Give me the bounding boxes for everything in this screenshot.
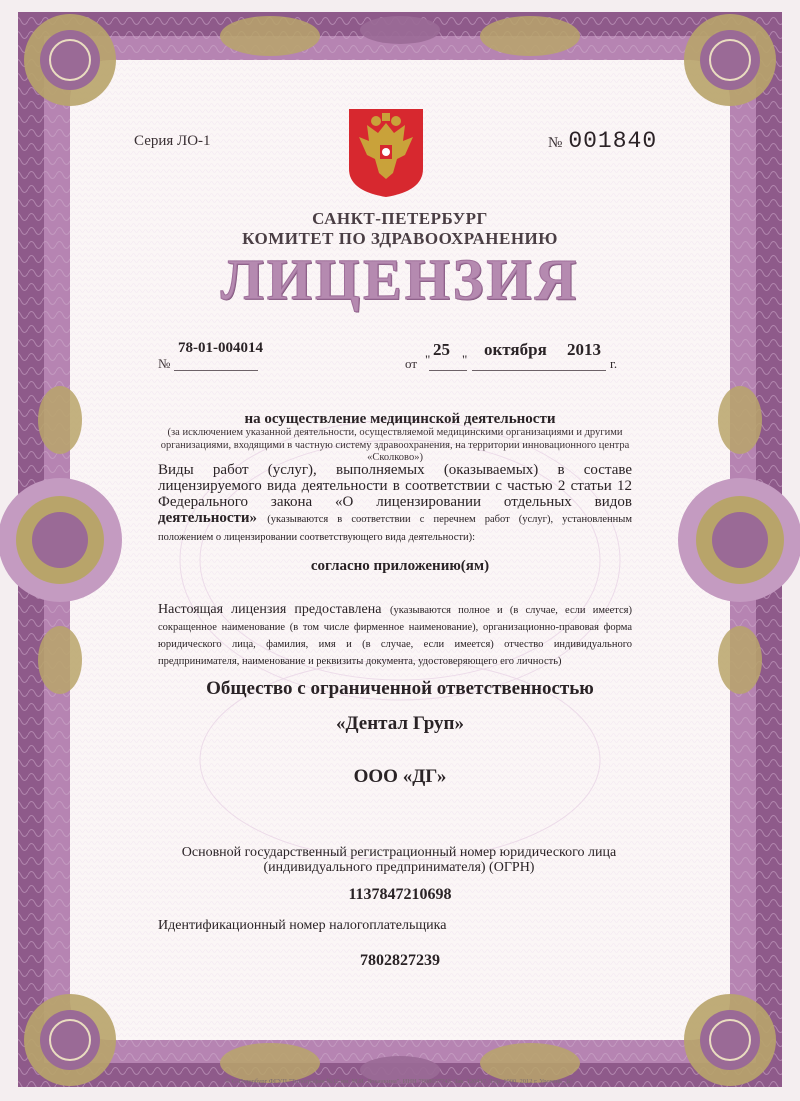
inn-label: Идентификационный номер налогоплательщика bbox=[158, 918, 447, 933]
date-month: октября bbox=[484, 340, 547, 359]
works-paragraph bbox=[158, 462, 632, 546]
date-year-suffix: г. bbox=[610, 356, 618, 371]
date-day: 25 bbox=[433, 340, 450, 359]
date-day-underline bbox=[429, 370, 467, 371]
registration-number-label: № bbox=[158, 356, 171, 371]
granted-paragraph bbox=[158, 601, 632, 669]
works-value: согласно приложению(ям) bbox=[310, 558, 490, 574]
granted-note: (указываются полное и (в случае, если имеется) сокращенное наименование (в том числе фирменное наименование), организационно-правовая форма юридического лица, фамилия, имя и (в случае, если имеется) отчество индивидуального предпринимателя, наименование и реквизиты документа, удостоверяющего его личность) bbox=[158, 605, 632, 667]
activity-title: на осуществление медицинской деятельности bbox=[244, 411, 556, 427]
works-text: Виды работ (услуг), выполняемых (оказываемых) в составе лицензируемого вида деятельности в соответствии с частью 2 статьи 12 Федерального закона «О лицензировании отдельных видов bbox=[158, 462, 632, 510]
inn-value: 7802827239 bbox=[360, 952, 440, 969]
organization-abbreviation: ООО «ДГ» bbox=[353, 766, 447, 787]
city-name: САНКТ-ПЕТЕРБУРГ bbox=[312, 209, 488, 228]
coat-of-arms-icon bbox=[345, 107, 427, 199]
series-label: Серия ЛО-1 bbox=[134, 133, 211, 149]
organization-short-name: «Дентал Груп» bbox=[336, 713, 464, 734]
document-title: ЛИЦЕНЗИЯ bbox=[220, 247, 580, 312]
registration-number: 78-01-004014 bbox=[178, 340, 263, 356]
organization-full-name: Общество с ограниченной ответственностью bbox=[206, 678, 594, 699]
date-year: 2013 bbox=[567, 340, 601, 359]
ogrn-label: Основной государственный регистрационный номер юридического лица (индивидуального предпринимателя) (ОГРН) bbox=[181, 845, 617, 875]
form-number-value: 001840 bbox=[568, 128, 658, 154]
license-form-number bbox=[548, 128, 657, 154]
date-month-underline bbox=[472, 370, 606, 371]
date-quote-open: " bbox=[425, 352, 431, 367]
number-prefix: № bbox=[548, 135, 563, 151]
issuing-authority: КОМИТЕТ ПО ЗДРАВООХРАНЕНИЮ bbox=[242, 229, 558, 248]
printer-imprint: © С-Петербург ФГУП "Типография №12 им. М.И. Лоханкина". ИНН 7808037743. Зак. 120417. Тир. 1000. 2012 г. Уровень „Б". bbox=[225, 1078, 575, 1085]
activity-note: (за исключением указанной деятельности, осуществляемой медицинскими организациями и другими организациями, входящими в частную систему здравоохранения, на территории инновационного центра «Сколково») bbox=[160, 427, 630, 463]
works-note: (указываются в соответствии с перечнем работ (услуг), установленным положением о лицензировании соответствующего вида деятельности): bbox=[158, 514, 632, 543]
registration-number-underline bbox=[174, 370, 258, 371]
date-prefix: от bbox=[405, 356, 418, 371]
granted-text: Настоящая лицензия предоставлена bbox=[158, 602, 382, 617]
works-bold: деятельности» bbox=[158, 510, 258, 526]
ogrn-value: 1137847210698 bbox=[348, 886, 452, 903]
date-quote-close: " bbox=[462, 352, 468, 367]
